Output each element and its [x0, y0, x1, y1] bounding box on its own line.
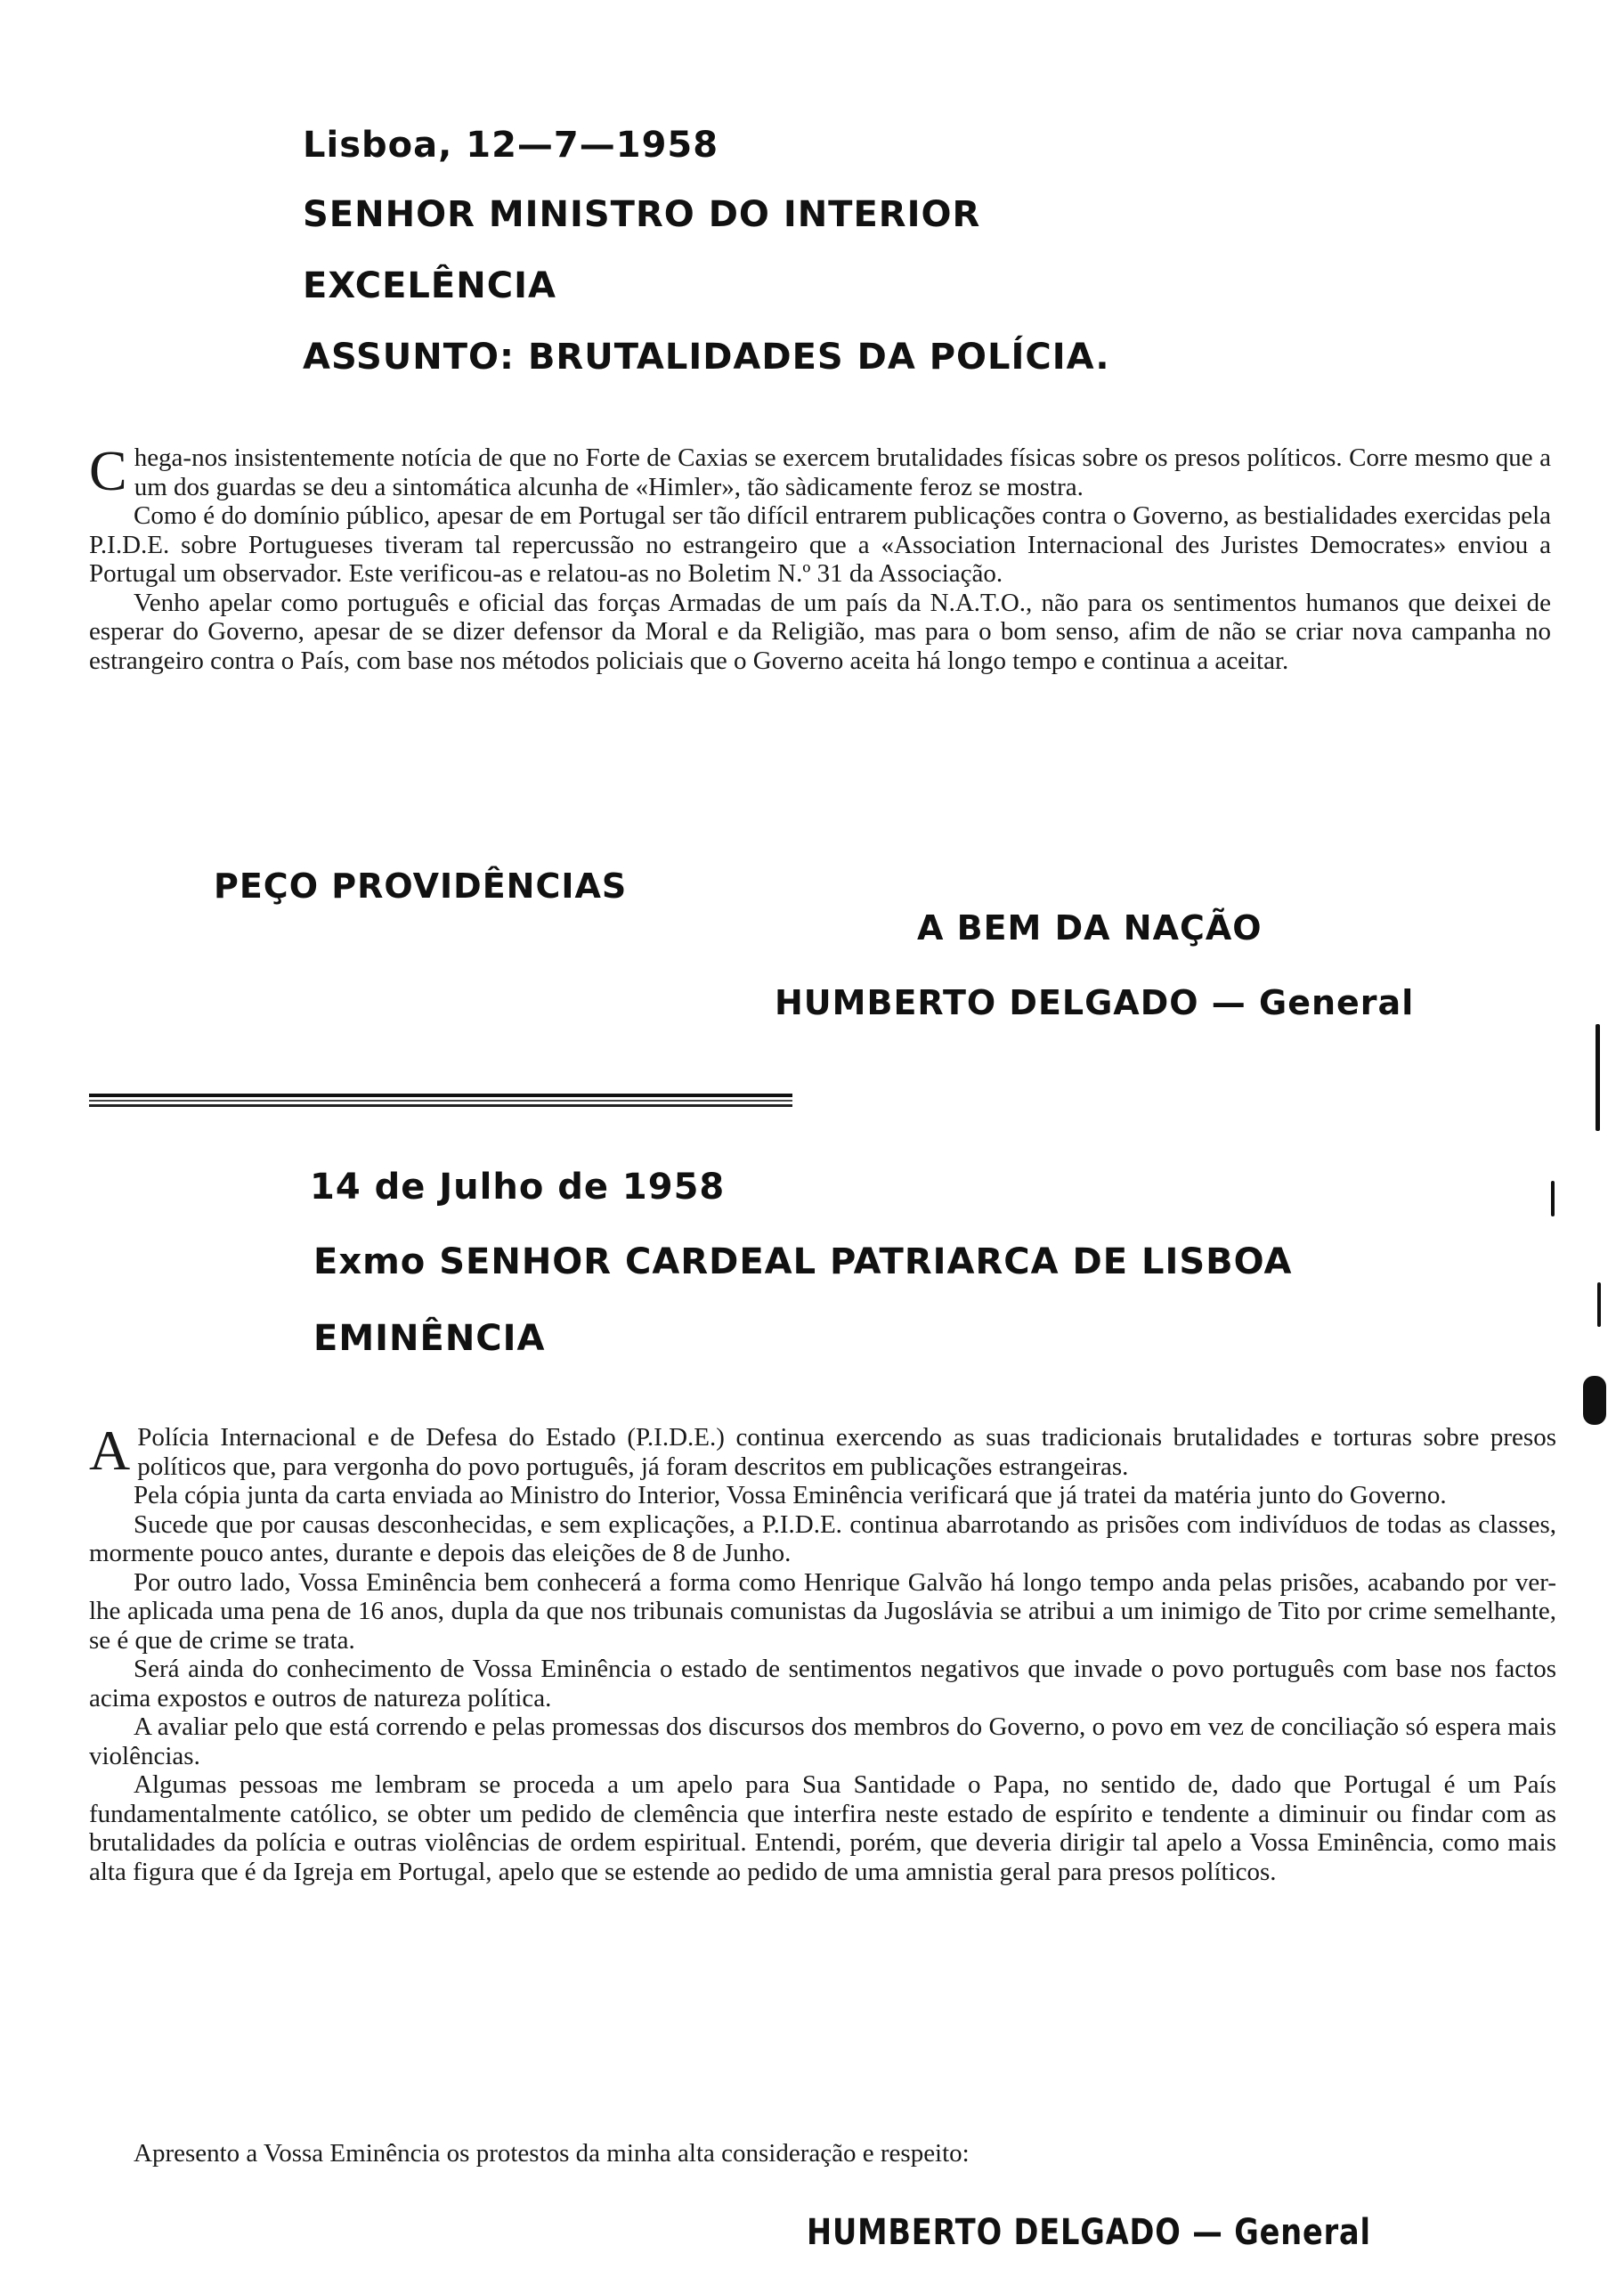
letter1-dropcap: C	[89, 439, 127, 502]
letter2-body	[89, 1419, 1556, 1886]
scan-mark	[1551, 1181, 1555, 1216]
scan-blot	[1583, 1376, 1606, 1425]
letter2-paragraph: A avaliar pelo que está correndo e pelas promessas dos discursos dos membros do Governo, o povo em vez de conciliação só espera mais violências.	[89, 1712, 1556, 1770]
letter2-paragraph: Será ainda do conhecimento de Vossa Eminência o estado de sentimentos negativos que invade o povo português com base nos factos acima expostos e outros de natureza política.	[89, 1655, 1556, 1712]
letter1-salutation: EXCELÊNCIA	[303, 265, 556, 306]
letter2-paragraph: Por outro lado, Vossa Eminência bem conhecerá a forma como Henrique Galvão há longo tempo anda pelas prisões, acabando por ver-lhe aplicada uma pena de 16 anos, dupla da que nos tribunais comunistas da Jugoslávia se atribui a um inimigo de Tito por crime semelhante, se é que de crime se trata.	[89, 1567, 1556, 1655]
letter1-request: PEÇO PROVIDÊNCIAS	[214, 866, 628, 906]
letter2-paragraph: Sucede que por causas desconhecidas, e sem explicações, a P.I.D.E. continua abarrotando as prisões com indivíduos de todas as classes, mormente pouco antes, durante e depois das eleições de 8 de Junho.	[89, 1509, 1556, 1567]
letter1-paragraph: Como é do domínio público, apesar de em Portugal ser tão difícil entrarem publicações contra o Governo, as bestialidades exercidas pela P.I.D.E. sobre Portugueses tiveram tal repercussão no estrangeiro que a «Association Internacional des Juristes Democrates» enviou a Portugal um observador. Este verificou-as e relatou-as no Boletim N.º 31 da Associação.	[89, 501, 1551, 588]
letter2-dateline: 14 de Julho de 1958	[310, 1167, 726, 1208]
letter1-paragraph: Venho apelar como português e oficial das forças Armadas de um país da N.A.T.O., não para os sentimentos humanos que deixei de esperar do Governo, apesar de se dizer defensor da Moral e da Religião, mas para o bom senso, afim de não se criar nova campanha no estrangeiro contra o País, com base nos métodos policiais que o Governo aceita há longo tempo e continua a aceitar.	[89, 588, 1551, 675]
letter1-body	[89, 439, 1551, 675]
scan-mark	[1596, 1024, 1600, 1131]
letter2-salutation: EMINÊNCIA	[313, 1318, 546, 1359]
separator-rule	[89, 1092, 792, 1108]
letter2-addressee: Exmo SENHOR CARDEAL PATRIARCA DE LISBOA	[313, 1241, 1293, 1282]
letter1-addressee: SENHOR MINISTRO DO INTERIOR	[303, 194, 981, 235]
letter2-paragraph: A Polícia Internacional e de Defesa do Estado (P.I.D.E.) continua exercendo as suas tradicionais brutalidades e torturas sobre presos políticos que, para vergonha do povo português, já foram descritos em publicações estrangeiras.	[89, 1419, 1556, 1482]
letter2-closing: Apresento a Vossa Eminência os protestos da minha alta consideração e respeito:	[134, 2139, 970, 2168]
scan-mark	[1597, 1282, 1601, 1327]
letter1-closing: A BEM DA NAÇÃO	[917, 908, 1263, 948]
letter1-paragraph: Chega-nos insistentemente notícia de que no Forte de Caxias se exercem brutalidades físicas sobre os presos políticos. Corre mesmo que a um dos guardas se deu a sintomática alcunha de «Himler», tão sàdicamente feroz se mostra.	[89, 439, 1551, 502]
letter2-paragraph: Algumas pessoas me lembram se proceda a um apelo para Sua Santidade o Papa, no sentido de, dado que Portugal é um País fundamentalmente católico, se obter um pedido de clemência que interfira neste estado de espírito e tendente a diminuir ou findar com as brutalidades da polícia e outras violências de ordem espiritual. Entendi, porém, que deveria dirigir tal apelo a Vossa Eminência, como mais alta figura que é da Igreja em Portugal, apelo que se estende ao pedido de uma amnistia geral para presos políticos.	[89, 1770, 1556, 1886]
letter2-dropcap: A	[89, 1419, 131, 1482]
letter1-signature: HUMBERTO DELGADO — General	[775, 983, 1415, 1022]
letter2-paragraph: Pela cópia junta da carta enviada ao Ministro do Interior, Vossa Eminência verificará que já tratei da matéria junto do Governo.	[134, 1481, 1447, 1509]
letter1-subject: ASSUNTO: BRUTALIDADES DA POLÍCIA.	[303, 337, 1110, 378]
letter1-dateline: Lisboa, 12—7—1958	[303, 125, 719, 166]
letter2-signature: HUMBERTO DELGADO — General	[807, 2212, 1371, 2253]
